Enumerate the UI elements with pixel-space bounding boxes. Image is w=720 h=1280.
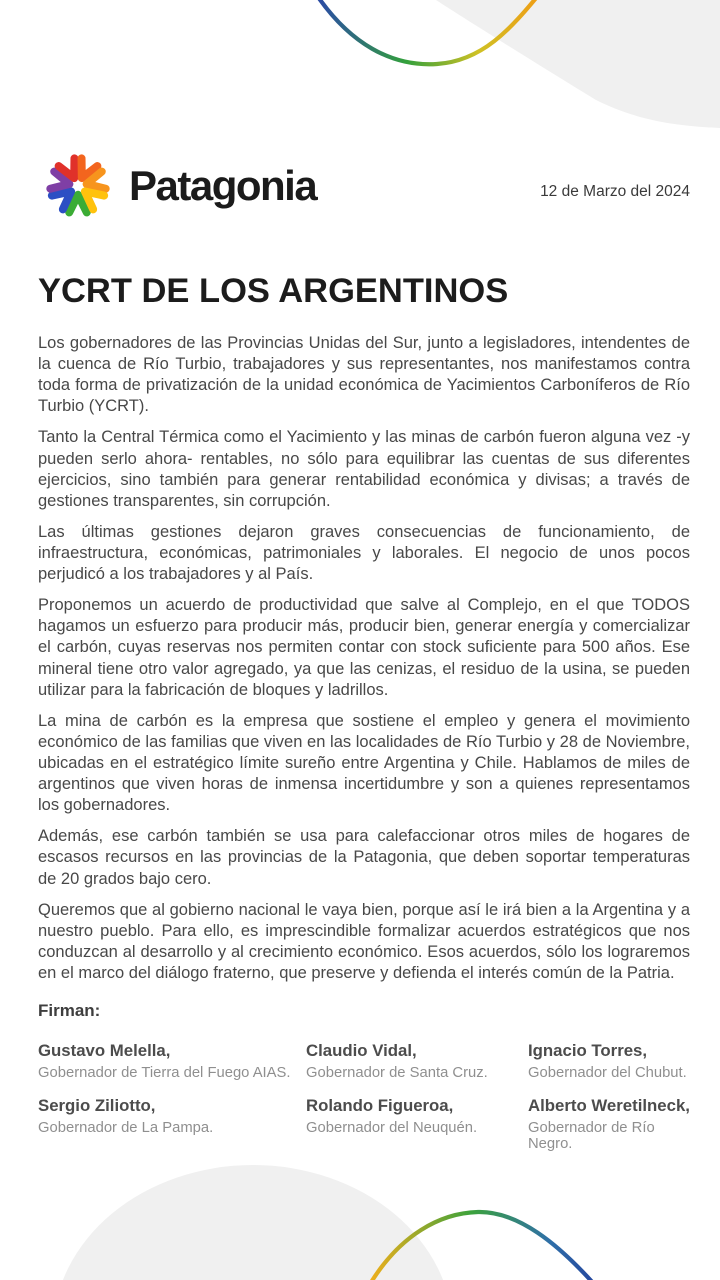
signature-role: Gobernador del Chubut. <box>528 1065 687 1082</box>
signature-role: Gobernador del Neuquén. <box>306 1120 478 1137</box>
rainbow-arc-top <box>316 0 541 64</box>
signature-name: Gustavo Melella, <box>38 1041 171 1061</box>
patagonia-star-icon <box>38 146 118 226</box>
signature-block <box>528 1096 690 1152</box>
signature-role: Gobernador de Tierra del Fuego AIAS. <box>38 1065 291 1082</box>
signature-name: Sergio Ziliotto, <box>38 1096 156 1116</box>
body-paragraph: Proponemos un acuerdo de productividad que salve al Complejo, en el que TODOS hagamos un esfuerzo para producir más, producir bien, generar energía y comercializar el carbón, cuyas reservas nos permiten contar con stock suficiente para 500 años. Ese mineral tiene otro valor agregado, ya que las cenizas, el residuo de la usina, se pueden utilizar para la fabricación de bloques y ladrillos. <box>38 596 690 699</box>
signature-name: Alberto Weretilneck, <box>528 1096 690 1116</box>
rainbow-arc-bottom <box>370 1212 594 1280</box>
document-date: 12 de Marzo del 2024 <box>540 183 690 200</box>
bottom-decoration <box>0 1140 720 1280</box>
signature-block <box>38 1096 306 1152</box>
letterhead <box>38 146 690 226</box>
body-paragraph: Además, ese carbón también se usa para calefaccionar otros miles de hogares de escasos recursos en las provincias de la Patagonia, que deben soportar temperaturas de 20 grados bajo cero. <box>38 827 690 888</box>
body-paragraph: Las últimas gestiones dejaron graves consecuencias de funcionamiento, de infraestructura, económicas, patrimoniales y laborales. El negocio de unos pocos perjudicó a los trabajadores y al País. <box>38 522 690 584</box>
signatures-grid <box>38 1041 690 1152</box>
signature-name: Rolando Figueroa, <box>306 1096 454 1116</box>
signature-block <box>38 1041 306 1081</box>
body-paragraph: Tanto la Central Térmica como el Yacimiento y las minas de carbón fueron alguna vez -y pueden serlo ahora- rentables, no sólo para equilibrar las cuentas de sus diferentes ejercicios, sino también para generar rentabilidad económica y divisas; a través de gestiones transparentes, sin corrupción. <box>38 428 690 510</box>
signature-role: Gobernador de Río Negro. <box>528 1120 655 1153</box>
signature-block <box>306 1096 528 1152</box>
signature-role: Gobernador de Santa Cruz. <box>306 1065 488 1082</box>
gray-blob-top-right <box>436 0 720 128</box>
gray-blob-bottom-left <box>53 1165 453 1280</box>
signature-block <box>528 1041 690 1081</box>
signature-name: Ignacio Torres, <box>528 1041 648 1061</box>
brand-name: Patagonia <box>129 162 317 209</box>
body-paragraph: Los gobernadores de las Provincias Unidas del Sur, junto a legisladores, intendentes de la cuenca de Río Turbio, trabajadores y sus representantes, nos manifestamos contra toda forma de privatización de la unidad económica de Yacimientos Carboníferos de Río Turbio (YCRT). <box>38 334 690 416</box>
body-paragraph: La mina de carbón es la empresa que sostiene el empleo y genera el movimiento económico de las familias que viven en las localidades de Río Turbio y 28 de Noviembre, ubicadas en el estratégico límite sureño entre Argentina y Chile. Hablamos de miles de argentinos que viven horas de inmensa incertidumbre y son a quienes representamos los gobernadores. <box>38 711 690 815</box>
document-content <box>38 146 690 1152</box>
signature-role: Gobernador de La Pampa. <box>38 1120 214 1137</box>
signature-block <box>306 1041 528 1081</box>
document-title: YCRT DE LOS ARGENTINOS <box>38 272 509 310</box>
brand-logo <box>38 146 316 226</box>
signatures-label: Firman: <box>38 1001 101 1021</box>
body-paragraph: Queremos que al gobierno nacional le vaya bien, porque así le irá bien a la Argentina y a nuestro pueblo. Para ello, es imprescindible formalizar acuerdos estratégicos que nos conduzcan al desarrollo y al crecimiento económico. Esos acuerdos, sólo los lograremos en el marco del diálogo fraterno, que preserve y defienda el interés común de la Patria. <box>38 900 690 982</box>
signature-name: Claudio Vidal, <box>306 1041 417 1061</box>
